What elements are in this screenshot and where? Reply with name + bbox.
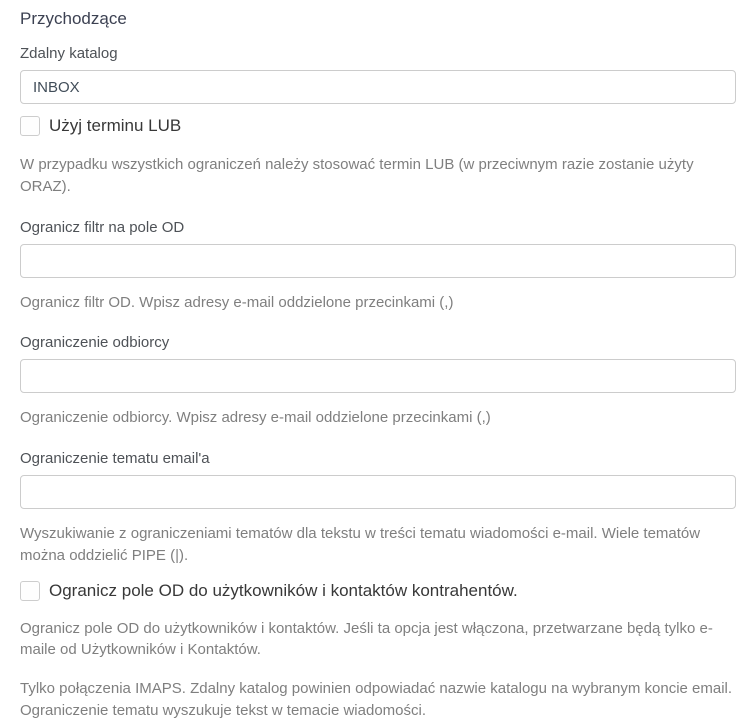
subject-limit-group xyxy=(20,450,736,567)
recipient-limit-help: Ograniczenie odbiorcy. Wpisz adresy e-mail oddzielone przecinkami (,) xyxy=(20,409,491,427)
subject-limit-help: Wyszukiwanie z ograniczeniami tematów dla tekstu w treści tematu wiadomości e-mail. Wiele tematów można oddzielić PIPE (|). xyxy=(20,525,701,564)
restrict-from-help: Ogranicz pole OD do użytkowników i kontaktów. Jeśli ta opcja jest włączona, przetwarzane będą tylko e-maile od Użytkowników i Kontaktów. xyxy=(20,619,713,659)
from-filter-label: Ogranicz filtr na pole OD xyxy=(20,218,185,236)
use-or-term-checkbox[interactable] xyxy=(20,116,40,136)
imaps-footer-note: Tylko połączenia IMAPS. Zdalny katalog powinien odpowiadać nazwie katalogu na wybranym koncie email. Ograniczenie tematu wyszukuje tekst w temacie wiadomości. xyxy=(20,680,733,719)
from-filter-group xyxy=(20,219,736,314)
restrict-from-checkbox[interactable] xyxy=(20,581,40,601)
restrict-from-option[interactable] xyxy=(20,581,736,601)
from-filter-input[interactable] xyxy=(20,244,736,278)
recipient-limit-label: Ograniczenie odbiorcy xyxy=(20,334,170,352)
use-or-term-help: W przypadku wszystkich ograniczeń należy stosować termin LUB (w przeciwnym razie zostanie użyty ORAZ). xyxy=(20,156,694,195)
restrict-from-label: Ogranicz pole OD do użytkowników i kontaktów kontrahentów. xyxy=(49,580,518,600)
remote-folder-group xyxy=(20,45,736,104)
use-or-term-option[interactable] xyxy=(20,116,736,136)
remote-folder-input[interactable] xyxy=(20,70,736,104)
subject-limit-label: Ograniczenie tematu email'a xyxy=(20,450,210,467)
section-title: Przychodzące xyxy=(20,9,127,28)
remote-folder-label: Zdalny katalog xyxy=(20,45,118,62)
use-or-term-label: Użyj terminu LUB xyxy=(49,116,182,135)
recipient-limit-input[interactable] xyxy=(20,359,736,393)
subject-limit-input[interactable] xyxy=(20,475,736,509)
restrict-from-group xyxy=(20,581,736,662)
from-filter-help: Ogranicz filtr OD. Wpisz adresy e-mail oddzielone przecinkami (,) xyxy=(20,293,454,311)
recipient-limit-group xyxy=(20,334,736,429)
use-or-term-group xyxy=(20,116,736,198)
